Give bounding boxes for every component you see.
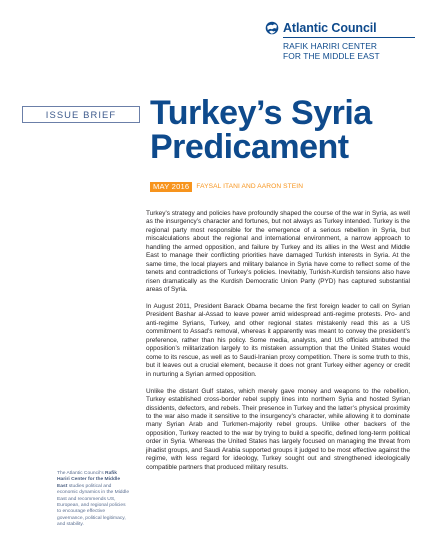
- sidebar-description: studies political and economic dynamics in the Middle East and recommends US, European, and regional policies to encourage effective governance, political legitimacy, and stability.: [57, 483, 130, 528]
- publication-date: MAY 2016: [150, 182, 192, 192]
- atlantic-council-logo: [265, 20, 415, 61]
- body-text: [146, 210, 410, 481]
- logo-row: [265, 20, 415, 36]
- title-line-1: Turkey’s Syria: [150, 94, 372, 132]
- globe-icon: [265, 21, 279, 35]
- page-title: [150, 96, 420, 164]
- sidebar-center-name: Rafik Hariri Center for the Middle East: [57, 471, 121, 489]
- byline: [150, 182, 303, 192]
- authors: FAYSAL ITANI AND AARON STEIN: [196, 183, 304, 190]
- sidebar-intro: The Atlantic Council’s: [57, 471, 106, 476]
- paragraph-3: Unlike the distant Gulf states, which merely gave money and weapons to the rebellion, Turkey established cross-border rebel supply lines into northern Syria and hosted Syrian dissidents, defectors, and rebels. Their presence in Turkey and the latter’s physical proximity to the war also made it sensitive to the insurgency’s character, while allowing it to dominate many Syrian Arab and Turkmen-majority rebel groups. Unlike other backers of the opposition, Turkey reacted to the war by trying to build a specific, defined long-term political order in Syria. Whereas the United States has largely focused on managing the threat from jihadist groups, and Saudi Arabia supported groups it judged to be most effective against the regime, with less regard for ideology, Turkey sought out and strengthened ideologically compatible partners that produced military results.: [146, 387, 410, 471]
- sidebar-note: [57, 471, 130, 529]
- paragraph-2: In August 2011, President Barack Obama became the first foreign leader to call on Syrian President Bashar al-Assad to leave power amid widespread anti-regime protests. Pro- and anti-regime Syrians, Turkey, and other regional states mistakenly read this as a US commitment to Assad’s removal, whereas it apparently was meant to convey the president’s preference, rather than his policy. Some media, analysts, and US officials attributed the opposition’s militarization largely to its mistaken assumption that the United States would come to its rescue, as well as to Saudi-Iranian proxy competition. There is some truth to this, but it leaves out a crucial element, because it does not grant Turkey either agency or credit in nurturing a Syrian armed opposition.: [146, 303, 410, 378]
- center-name-line-2: FOR THE MIDDLE EAST: [283, 51, 380, 61]
- title-line-2: Predicament: [150, 128, 349, 166]
- center-name: [283, 41, 380, 61]
- logo-divider: [283, 37, 415, 38]
- issue-brief-label: [22, 106, 140, 123]
- center-name-line-1: RAFIK HARIRI CENTER: [283, 41, 378, 51]
- org-name: Atlantic Council: [283, 21, 377, 35]
- issue-brief-text: ISSUE BRIEF: [45, 109, 117, 120]
- paragraph-1: Turkey’s strategy and policies have profoundly shaped the course of the war in Syria, as well as the insurgency’s character and fortunes, but not always as Turkey intended. Turkey is the regional party most responsible for the emergence of a serious rebellion in Syria, but miscalculations about the regional and international environment, a narrow approach to handling the armed opposition, and failure by Turkey and its allies in the West and Middle East to manage their conflicting priorities have damaged Turkish interests in Syria. At the same time, the local players and military balance in Syria have come to reflect some of the tenets and contradictions of Turkey’s policies. Inevitably, Turkish-Kurdish tensions also have risen dramatically as the Kurdish Democratic Union Party (PYD) has captured substantial areas of Syria.: [146, 210, 410, 294]
